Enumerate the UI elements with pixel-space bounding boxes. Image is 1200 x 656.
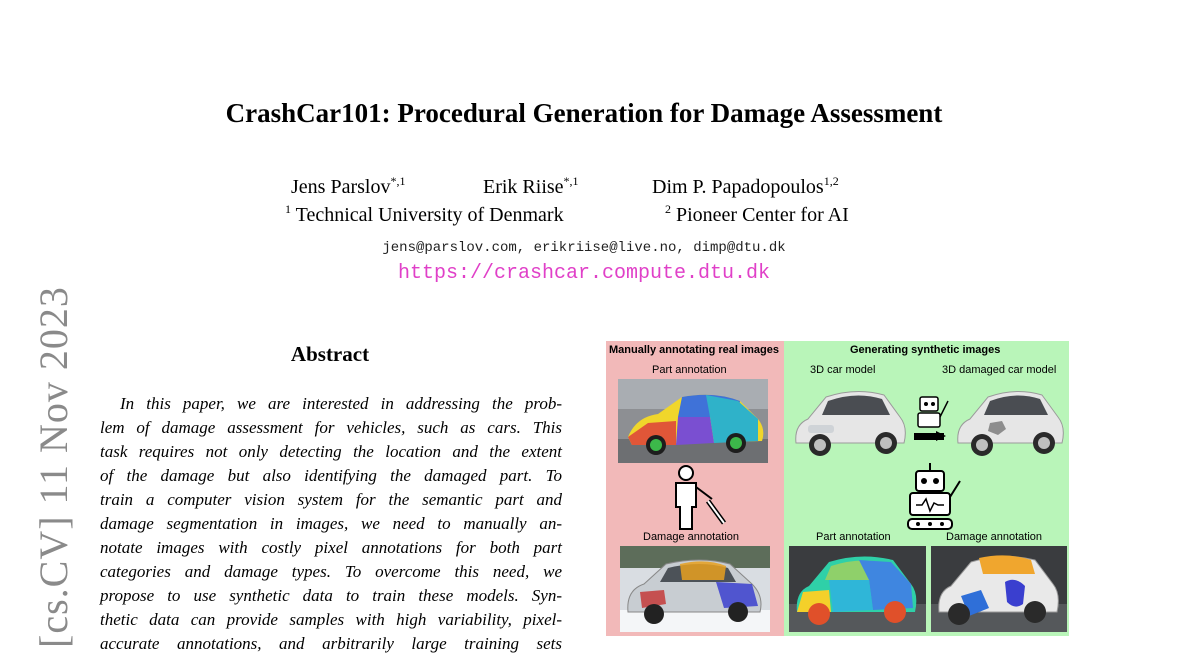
abstract-line: In this paper, we are interested in addressing the prob- [120,394,562,413]
car-model-image [786,379,912,465]
abstract-line: of the damage but also identifying the damaged part. To [100,466,562,485]
real-damage-annotation-label: Damage annotation [643,531,740,543]
robot-generator-icon [902,461,962,531]
arxiv-stamp: [cs.CV] 11 Nov 2023 [31,286,76,648]
abstract-line: train a computer vision system for the semantic part and [100,490,562,509]
abstract-line: task requires not only detecting the location and the extent [100,442,562,461]
synthetic-part-annotation-image [789,546,926,632]
real-part-annotation-label: Part annotation [652,364,727,376]
abstract-body [100,392,562,656]
author-1: Jens Parslov$^{*,1}$ [291,174,406,198]
author-2: Erik Riise$^{*,1}$ [483,174,579,198]
real-damage-annotation-image [620,546,770,632]
real-part-annotation-image [618,379,768,463]
damaged-car-model-image [950,379,1068,465]
author-3: Dim P. Papadopoulos$^{1,2}$ [652,174,839,198]
affiliation-2: $^2$ Pioneer Center for AI [665,202,849,226]
damaged-car-model-label: 3D damaged car model [942,364,1057,376]
paper-title: CrashCar101: Procedural Generation for Damage Assessment [225,98,943,128]
car-model-label: 3D car model [810,364,876,376]
abstract-line: notate images with costly pixel annotations for both part [100,538,562,557]
abstract-line: damage segmentation in images, we need to manually an- [100,514,562,533]
robot-damage-icon [912,393,950,443]
abstract-heading: Abstract [290,342,370,366]
manual-panel-header: Manually annotating real images [609,344,779,356]
project-url-link[interactable]: https://crashcar.compute.dtu.dk [397,262,771,285]
synthetic-panel-header: Generating synthetic images [850,344,1001,356]
abstract-line: lem of damage assessment for vehicles, such as cars. This [100,418,562,437]
teaser-figure [606,341,1069,636]
synthetic-part-annotation-label: Part annotation [816,531,891,543]
abstract-line: accurate annotations, and arbitrarily large training sets [100,634,562,653]
abstract-line: propose to use synthetic data to train these models. Syn- [100,586,562,605]
synthetic-damage-annotation-label: Damage annotation [946,531,1043,543]
synthetic-damage-annotation-image [931,546,1067,632]
abstract-line: categories and damage types. To overcome this need, we [100,562,562,581]
abstract-line: thetic data can provide samples with high variability, pixel- [100,610,562,629]
author-emails: jens@parslov.com, erikriise@live.no, dimp@dtu.dk [382,240,786,256]
human-annotator-icon [664,463,728,531]
affiliation-1: $^1$ Technical University of Denmark [285,202,564,226]
